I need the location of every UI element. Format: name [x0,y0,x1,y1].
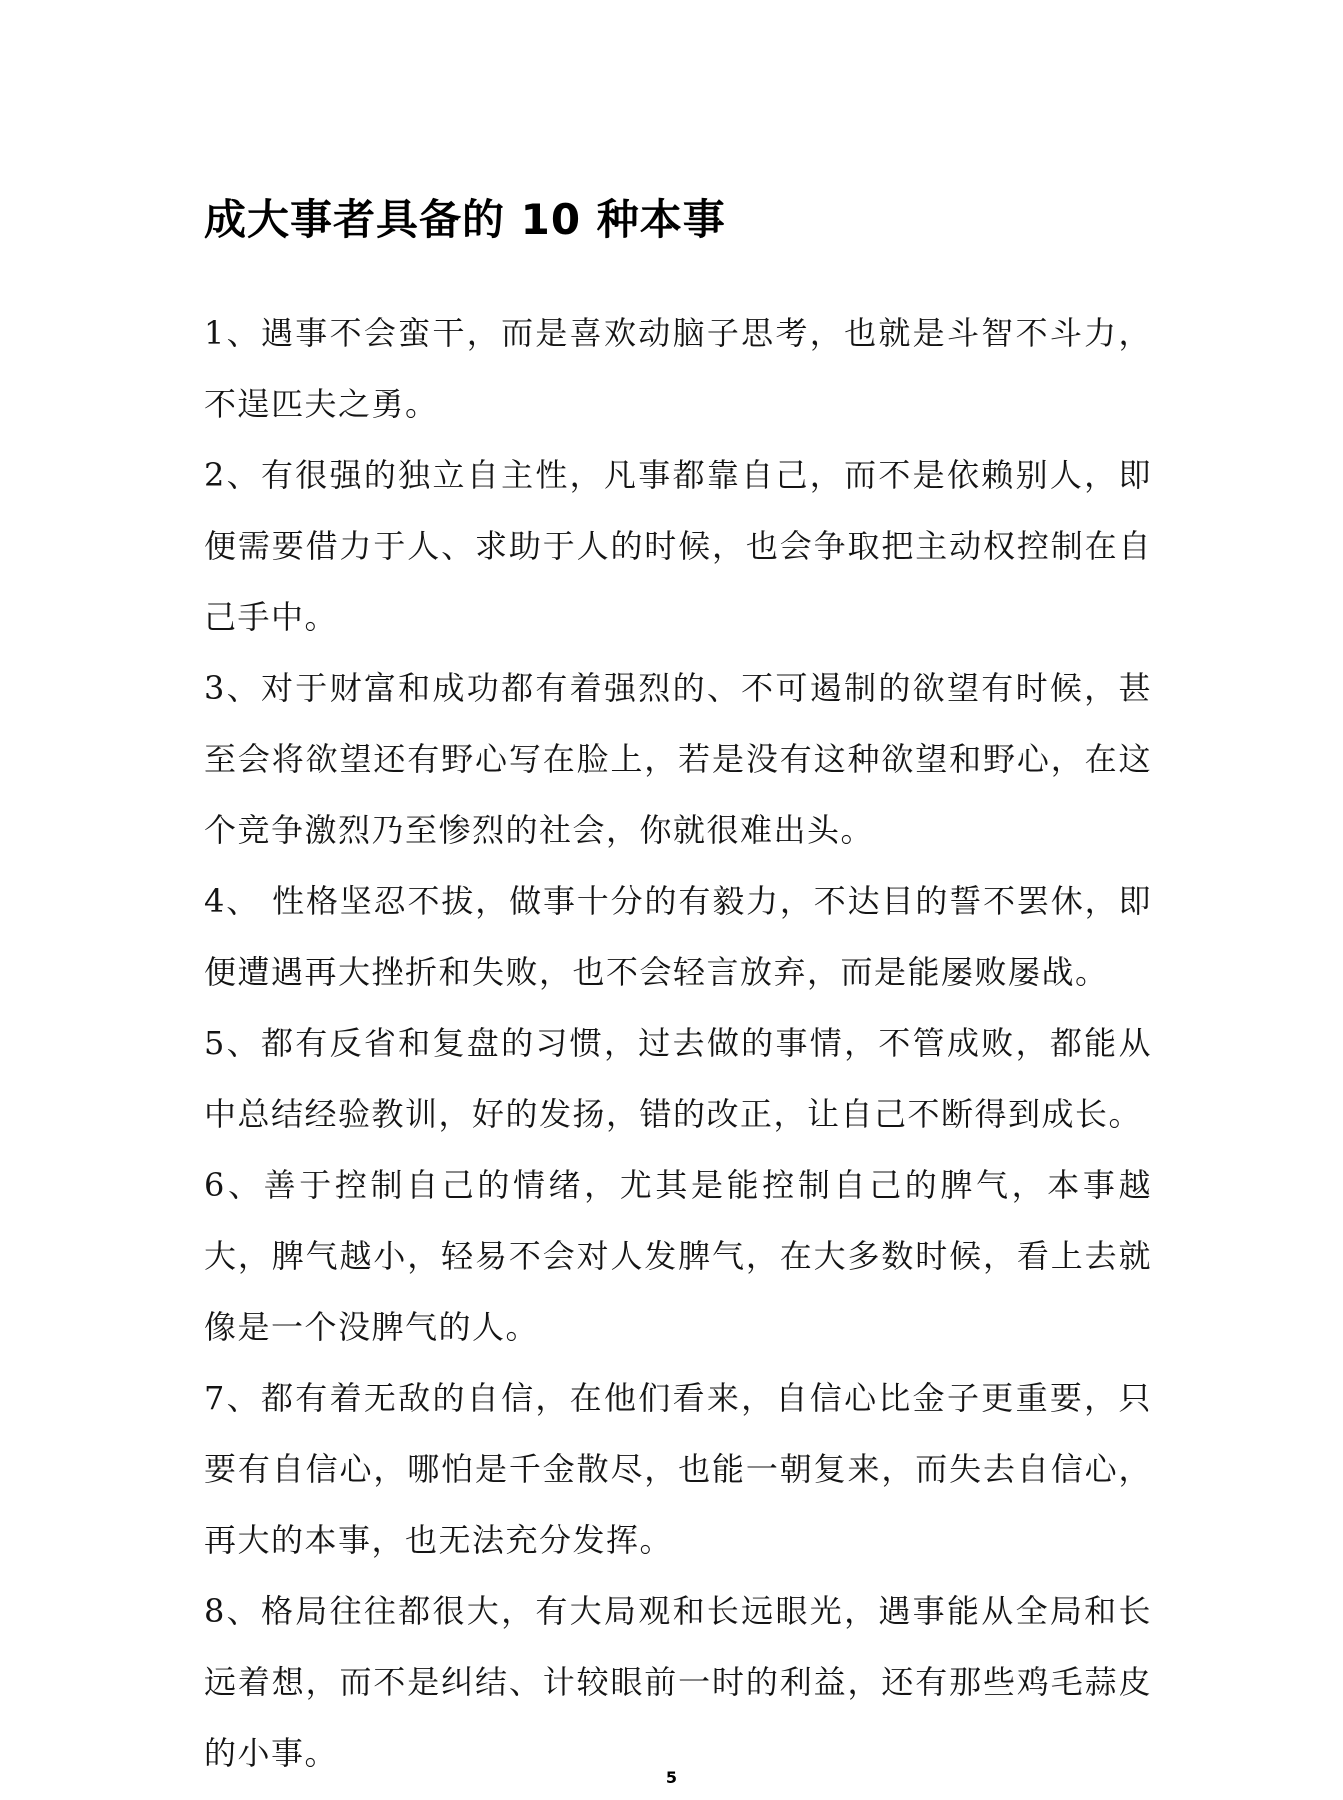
list-item-7: 7、都有着无敌的自信，在他们看来，自信心比金子更重要，只要有自信心，哪怕是千金散尽，也能一朝复来，而失去自信心，再大的本事，也无法充分发挥。 [204,1379,1152,1559]
list-item-3: 3、对于财富和成功都有着强烈的、不可遏制的欲望有时候，甚至会将欲望还有野心写在脸上，若是没有这种欲望和野心，在这个竞争激烈乃至惨烈的社会，你就很难出头。 [204,669,1152,849]
list-item-6: 6、善于控制自己的情绪，尤其是能控制自己的脾气，本事越大，脾气越小，轻易不会对人发脾气，在大多数时候，看上去就像是一个没脾气的人。 [204,1166,1152,1346]
list-item-4: 4、 性格坚忍不拔，做事十分的有毅力，不达目的誓不罢休，即便遭遇再大挫折和失败，也不会轻言放弃，而是能屡败屡战。 [204,882,1152,991]
document-title: 成大事者具备的 10 种本事 [204,195,726,244]
list-item-8: 8、格局往往都很大，有大局观和长远眼光，遇事能从全局和长远着想，而不是纠结、计较眼前一时的利益，还有那些鸡毛蒜皮的小事。 [204,1592,1152,1772]
page-number: 5 [665,1768,678,1787]
list-item-2: 2、有很强的独立自主性，凡事都靠自己，而不是依赖别人，即便需要借力于人、求助于人的时候，也会争取把主动权控制在自己手中。 [204,456,1152,636]
list-item-5: 5、都有反省和复盘的习惯，过去做的事情，不管成败，都能从中总结经验教训，好的发扬，错的改正，让自己不断得到成长。 [204,1024,1152,1133]
item-list [204,298,1152,1789]
list-item-1: 1、遇事不会蛮干，而是喜欢动脑子思考，也就是斗智不斗力，不逞匹夫之勇。 [204,314,1152,423]
